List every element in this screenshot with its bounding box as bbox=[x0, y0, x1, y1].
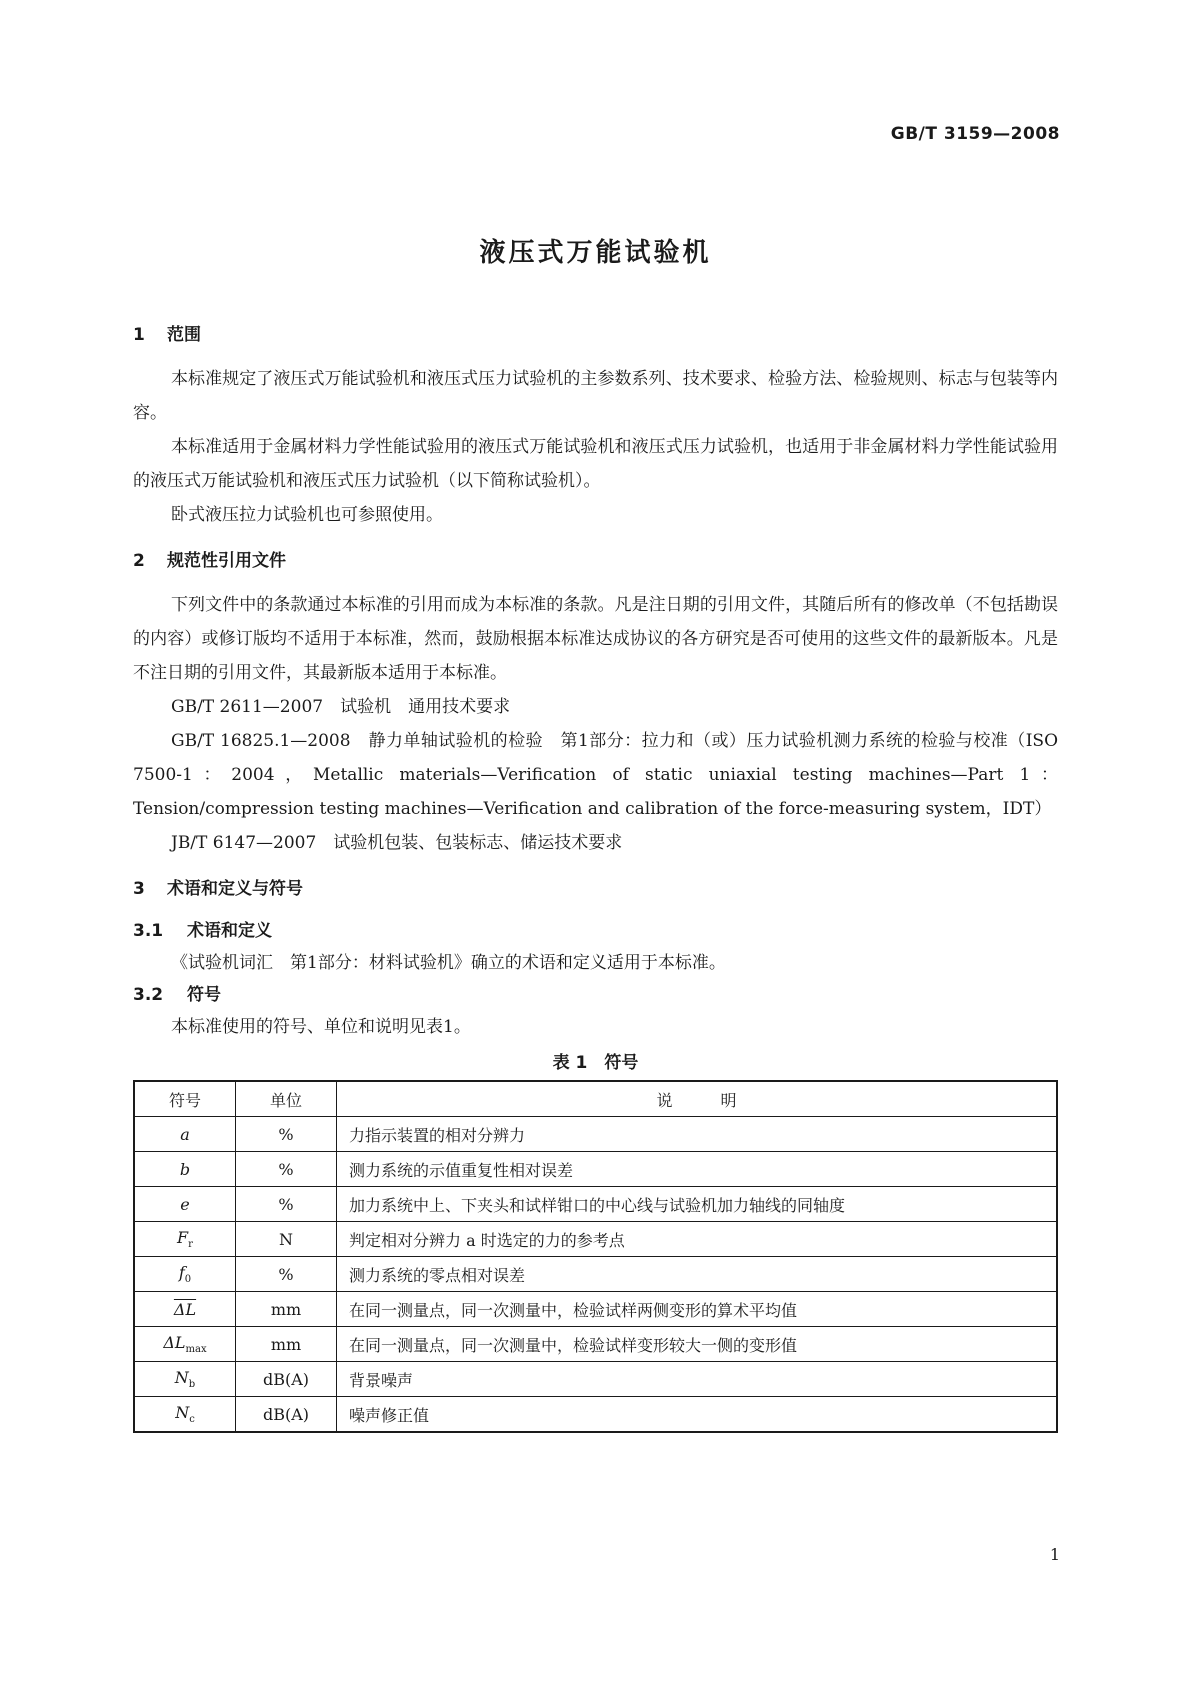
section-number: 3.2 bbox=[133, 985, 164, 1005]
table-header-row bbox=[134, 1081, 1057, 1117]
cell-symbol bbox=[134, 1292, 236, 1327]
symbol-text: a bbox=[180, 1124, 190, 1144]
cell-description: 测力系统的示值重复性相对误差 bbox=[337, 1152, 1058, 1187]
table-row bbox=[134, 1292, 1057, 1327]
cell-unit: % bbox=[236, 1257, 337, 1292]
symbol-text: N bbox=[174, 1367, 189, 1387]
header-unit: 单位 bbox=[236, 1081, 337, 1117]
symbol-subscript: r bbox=[188, 1239, 193, 1251]
section-number: 3 bbox=[133, 879, 145, 899]
cell-unit: dB(A) bbox=[236, 1362, 337, 1397]
cell-symbol bbox=[134, 1152, 236, 1187]
cell-description: 在同一测量点，同一次测量中，检验试样两侧变形的算术平均值 bbox=[337, 1292, 1058, 1327]
cell-symbol bbox=[134, 1397, 236, 1433]
section-2-heading bbox=[133, 546, 1058, 576]
symbol-subscript: 0 bbox=[184, 1274, 192, 1286]
cell-description: 背景噪声 bbox=[337, 1362, 1058, 1397]
paragraph: 下列文件中的条款通过本标准的引用而成为本标准的条款。凡是注日期的引用文件，其随后所有的修改单（不包括勘误的内容）或修订版均不适用于本标准，然而，鼓励根据本标准达成协议的各方研究是否可使用的这些文件的最新版本。凡是不注日期的引用文件，其最新版本适用于本标准。 bbox=[133, 595, 1058, 683]
cell-description: 判定相对分辨力 a 时选定的力的参考点 bbox=[337, 1222, 1058, 1257]
cell-unit: N bbox=[236, 1222, 337, 1257]
header-description: 说 明 bbox=[337, 1081, 1058, 1117]
table-row bbox=[134, 1397, 1057, 1433]
cell-unit: % bbox=[236, 1117, 337, 1152]
section-title: 术语和定义与符号 bbox=[167, 879, 303, 899]
cell-unit: mm bbox=[236, 1327, 337, 1362]
table-row bbox=[134, 1257, 1057, 1292]
table-row bbox=[134, 1152, 1057, 1187]
table-row bbox=[134, 1362, 1057, 1397]
cell-symbol bbox=[134, 1117, 236, 1152]
cell-description: 在同一测量点，同一次测量中，检验试样变形较大一侧的变形值 bbox=[337, 1327, 1058, 1362]
section-3-2-heading bbox=[133, 980, 1058, 1010]
symbol-text: F bbox=[177, 1227, 189, 1247]
symbol-subscript: c bbox=[189, 1414, 195, 1426]
section-title: 符号 bbox=[187, 985, 221, 1005]
cell-description: 力指示装置的相对分辨力 bbox=[337, 1117, 1058, 1152]
symbol-text: e bbox=[180, 1194, 190, 1214]
symbol-text: N bbox=[175, 1402, 190, 1422]
table-body bbox=[134, 1117, 1057, 1433]
section-title: 术语和定义 bbox=[187, 921, 272, 941]
standard-code: GB/T 3159—2008 bbox=[890, 124, 1060, 144]
document-title: 液压式万能试验机 bbox=[479, 238, 712, 268]
document-body bbox=[133, 320, 1058, 1433]
section-title: 范围 bbox=[167, 325, 201, 345]
table-row bbox=[134, 1222, 1057, 1257]
symbol-subscript: b bbox=[188, 1379, 196, 1391]
symbol-text: $\overline{\Delta L}$ bbox=[173, 1299, 197, 1319]
cell-symbol bbox=[134, 1362, 236, 1397]
header-symbol: 符号 bbox=[134, 1081, 236, 1117]
paragraph: 《试验机词汇 第1部分：材料试验机》确立的术语和定义适用于本标准。 bbox=[171, 953, 726, 973]
cell-symbol bbox=[134, 1327, 236, 1362]
table-row bbox=[134, 1187, 1057, 1222]
symbols-table bbox=[133, 1080, 1058, 1433]
section-3-heading bbox=[133, 874, 1058, 904]
symbol-text: b bbox=[179, 1159, 191, 1179]
table-row bbox=[134, 1327, 1057, 1362]
cell-symbol bbox=[134, 1187, 236, 1222]
paragraph: 本标准适用于金属材料力学性能试验用的液压式万能试验机和液压式压力试验机，也适用于非金属材料力学性能试验用的液压式万能试验机和液压式压力试验机（以下简称试验机）。 bbox=[133, 437, 1058, 491]
reference-item: JB/T 6147—2007 试验机包装、包装标志、储运技术要求 bbox=[171, 833, 623, 853]
symbol-text: ΔL bbox=[163, 1332, 186, 1352]
page-number: 1 bbox=[1049, 1545, 1060, 1564]
paragraph: 卧式液压拉力试验机也可参照使用。 bbox=[171, 505, 443, 525]
section-title: 规范性引用文件 bbox=[167, 551, 286, 571]
paragraph: 本标准使用的符号、单位和说明见表1。 bbox=[171, 1017, 471, 1037]
reference-item: GB/T 16825.1—2008 静力单轴试验机的检验 第1部分：拉力和（或）压力试验机测力系统的检验与校准（ISO 7500-1：2004，Metallic materials—Verification of static uniaxial testing machines—Part 1：Tension/compression testing machines—Verification and calibration of the force-measuring system，IDT） bbox=[133, 731, 1058, 819]
symbol-subscript: max bbox=[185, 1344, 207, 1356]
cell-symbol bbox=[134, 1222, 236, 1257]
cell-description: 测力系统的零点相对误差 bbox=[337, 1257, 1058, 1292]
cell-symbol bbox=[134, 1257, 236, 1292]
section-3-1-heading bbox=[133, 916, 1058, 946]
symbol-text: f bbox=[178, 1262, 185, 1282]
cell-description: 加力系统中上、下夹头和试样钳口的中心线与试验机加力轴线的同轴度 bbox=[337, 1187, 1058, 1222]
cell-unit: % bbox=[236, 1152, 337, 1187]
section-1-heading bbox=[133, 320, 1058, 350]
section-number: 2 bbox=[133, 551, 145, 571]
cell-description: 噪声修正值 bbox=[337, 1397, 1058, 1433]
section-number: 3.1 bbox=[133, 921, 164, 941]
section-number: 1 bbox=[133, 325, 145, 345]
table-caption: 表 1 符号 bbox=[552, 1053, 639, 1073]
reference-item: GB/T 2611—2007 试验机 通用技术要求 bbox=[171, 697, 511, 717]
paragraph: 本标准规定了液压式万能试验机和液压式压力试验机的主参数系列、技术要求、检验方法、检验规则、标志与包装等内容。 bbox=[133, 369, 1058, 423]
cell-unit: % bbox=[236, 1187, 337, 1222]
cell-unit: dB(A) bbox=[236, 1397, 337, 1433]
cell-unit: mm bbox=[236, 1292, 337, 1327]
table-row bbox=[134, 1117, 1057, 1152]
